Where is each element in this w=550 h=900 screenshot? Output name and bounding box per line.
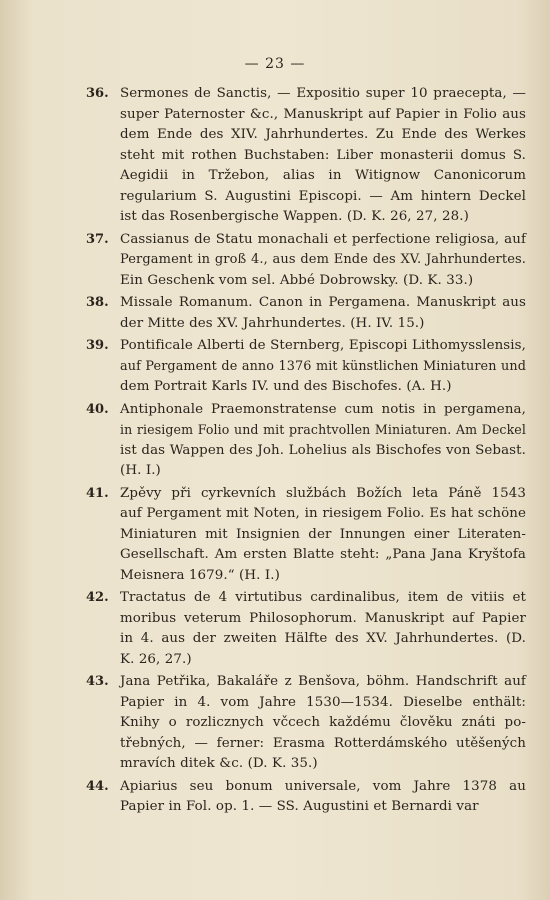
catalogue-entry xyxy=(86,484,526,587)
catalogue-entry xyxy=(86,777,526,818)
entry-text-line: Pontificale Alberti de Sternberg, Episcopi Lithomysslensis, xyxy=(120,338,526,353)
entry-text-line: der Mitte des XV. Jahrhundertes. (H. IV. 15.) xyxy=(120,315,425,331)
page-number: — 23 — xyxy=(244,56,306,72)
entry-text-line: in riesigem Folio und mit prachtvollen Miniaturen. Am Deckel xyxy=(120,422,526,437)
catalogue-entry xyxy=(86,84,526,228)
entry-text-line: in 4. aus der zweiten Hälfte des XV. Jahrhundertes. (D. xyxy=(120,631,526,646)
entry-text-line: ist das Rosenbergische Wappen. (D. K. 26, 27, 28.) xyxy=(120,209,469,224)
entry-number: 40. xyxy=(86,401,109,417)
entry-number: 38. xyxy=(86,295,109,310)
catalogue-entry xyxy=(86,293,526,334)
entry-text-line: dem Portrait Karls IV. und des Bischofes. (A. H.) xyxy=(120,379,452,394)
entry-text-line: dem Ende des XIV. Jahrhundertes. Zu Ende des Werkes xyxy=(120,127,526,142)
entry-text-line: (H. I.) xyxy=(120,463,161,478)
entry-text-line: ist das Wappen des Joh. Lohelius als Bischofes von Sebast. xyxy=(120,442,526,458)
entry-text-line: auf Pergament mit Noten, in riesigem Folio. Es hat schöne xyxy=(120,506,526,521)
entry-number: 36. xyxy=(86,86,109,101)
entry-text-line: super Paternoster &c., Manuskript auf Papier in Folio aus xyxy=(120,106,526,122)
catalogue-entries xyxy=(86,84,526,820)
entry-text-line: steht mit rothen Buchstaben: Liber monasterii domus S. xyxy=(120,147,526,163)
entry-text-line: Ein Geschenk vom sel. Abbé Dobrowsky. (D. K. 33.) xyxy=(120,272,474,288)
catalogue-entry xyxy=(86,336,526,398)
entry-text-line: Gesellschaft. Am ersten Blatte steht: „Pana Jana Kryštofa xyxy=(120,547,526,562)
entry-text-line: Pergament in groß 4., aus dem Ende des XV. Jahrhundertes. xyxy=(120,252,526,267)
entry-text-line: Antiphonale Praemonstratense cum notis in pergamena, xyxy=(120,401,526,417)
catalogue-entry xyxy=(86,230,526,292)
catalogue-entry xyxy=(86,672,526,775)
entry-text-line: Apiarius seu bonum universale, vom Jahre 1378 au xyxy=(120,778,526,794)
entry-text-line: Papier in 4. vom Jahre 1530—1534. Dieselbe enthält: xyxy=(120,694,526,710)
entry-text-line: Zpěvy při cyrkevních službách Božích leta Páně 1543 xyxy=(120,485,526,501)
entry-number: 42. xyxy=(86,590,109,605)
entry-number: 41. xyxy=(86,485,109,501)
entry-text-line: auf Pergament de anno 1376 mit künstlichen Miniaturen und xyxy=(120,358,526,374)
entry-text-line: Sermones de Sanctis, — Expositio super 10 praecepta, — xyxy=(120,86,526,101)
entry-text-line: mravích ditek &c. (D. K. 35.) xyxy=(120,756,318,771)
entry-text-line: K. 26, 27.) xyxy=(120,651,192,667)
entry-text-line: Meisnera 1679.“ (H. I.) xyxy=(120,567,280,583)
entry-text-line: Tractatus de 4 virtutibus cardinalibus, item de vitiis et xyxy=(120,590,526,605)
entry-text-line: Knihy o rozlicznych včcech každému člověku znáti po- xyxy=(120,715,526,730)
entry-text-line: Missale Romanum. Canon in Pergamena. Manuskript aus xyxy=(120,295,526,310)
entry-text-line: moribus veterum Philosophorum. Manuskript auf Papier xyxy=(120,610,526,626)
catalogue-entry xyxy=(86,400,526,482)
entry-text-line: Miniaturen mit Insignien der Innungen einer Literaten- xyxy=(120,526,526,542)
entry-number: 44. xyxy=(86,778,109,794)
entry-text-line: třebných, — ferner: Erasma Rotterdámského utěšených xyxy=(120,735,526,751)
entry-number: 39. xyxy=(86,338,109,353)
catalogue-entry xyxy=(86,588,526,670)
entry-number: 43. xyxy=(86,674,109,689)
entry-text-line: Jana Petřika, Bakaláře z Benšova, böhm. Handschrift auf xyxy=(120,674,526,689)
entry-number: 37. xyxy=(86,231,109,247)
entry-text-line: regularium S. Augustini Episcopi. — Am hintern Deckel xyxy=(120,188,526,204)
entry-text-line: Papier in Fol. op. 1. — SS. Augustini et Bernardi var xyxy=(120,799,479,814)
entry-text-line: Cassianus de Statu monachali et perfectione religiosa, auf xyxy=(120,231,526,247)
entry-text-line: Aegidii in Tržebon, alias in Witignow Canonicorum xyxy=(120,168,526,183)
